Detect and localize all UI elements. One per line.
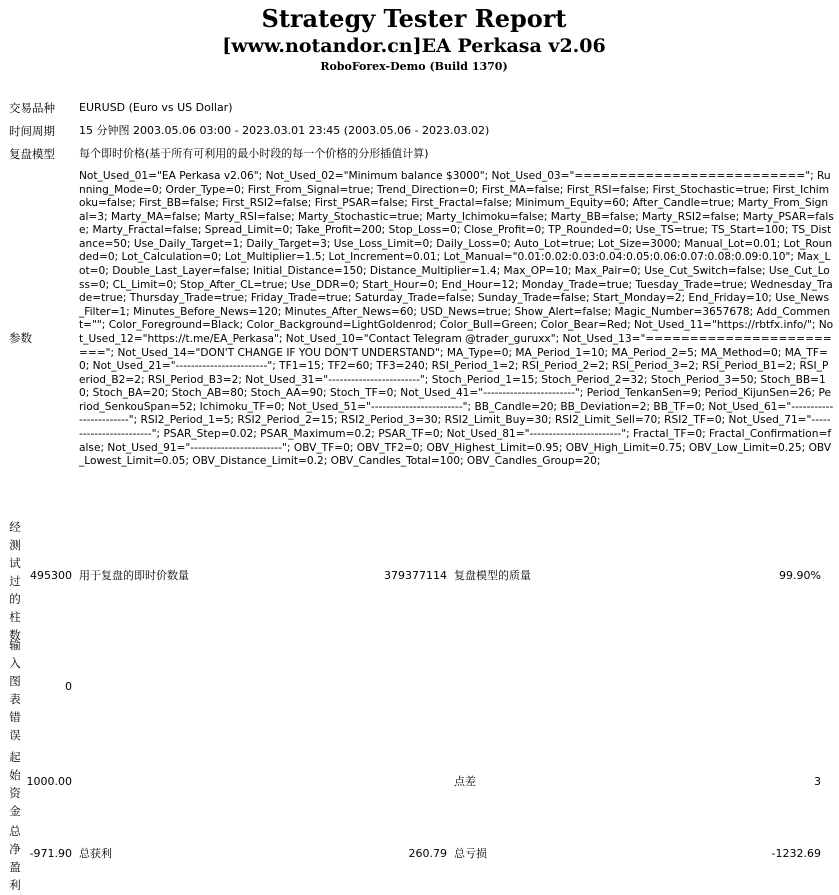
deposit-label: 起始资金 xyxy=(9,750,21,818)
ticks-value: 379377114 xyxy=(384,569,447,582)
gross-profit-label: 总获利 xyxy=(79,847,112,860)
gross-loss-label: 总亏损 xyxy=(454,847,487,860)
spread-value: 3 xyxy=(814,775,821,788)
gross-loss-value: -1232.69 xyxy=(771,847,821,860)
quality-label: 复盘模型的质量 xyxy=(454,569,531,582)
quality-value: 99.90% xyxy=(779,569,821,582)
report-title: Strategy Tester Report xyxy=(261,4,567,33)
period-label: 时间周期 xyxy=(9,124,55,138)
ticks-label: 用于复盘的即时价数量 xyxy=(79,569,189,582)
model-label: 复盘模型 xyxy=(9,147,55,161)
params-label: 参数 xyxy=(9,331,32,345)
bars-value: 495300 xyxy=(30,569,72,582)
symbol-label: 交易品种 xyxy=(9,101,55,115)
server-build: RoboForex-Demo (Build 1370) xyxy=(320,60,508,73)
bars-label: 经测试过的柱数 xyxy=(9,520,21,642)
symbol-value: EURUSD (Euro vs US Dollar) xyxy=(79,101,233,114)
params-value: Not_Used_01="EA Perkasa v2.06"; Not_Used_02="Minimum balance $3000"; Not_Used_03="=========================="; Running_Mode=0; Order_Type=0; First_From_Signal=true; Trend_Direction=0; First_MA=false; First_RSI=false; First_Stochastic=true; First_Ichimoku=false; First_BB=false; First_RSI2=false; First_PSAR=false; First_Fractal=false; Minimum_Equity=60; After_Candle=true; Marty_From_Signal=3; Marty_MA=false; Marty_RSI=false; Marty_Stochastic=true; Marty_Ichimoku=false; Marty_BB=false; Marty_RSI2=false; Marty_PSAR=false; Marty_Fractal=false; Spread_Limit=0; Take_Profit=200; Stop_Loss=0; Close_Profit=0; TP_Rounded=0; Use_TS=true; TS_Start=100; TS_Distance=50; Use_Daily_Target=1; Daily_Target=3; Use_Loss_Limit=0; Daily_Loss=0; Auto_Lot=true; Lot_Size=3000; Manual_Lot=0.01; Lot_Rounded=0; Lot_Calculation=0; Lot_Multiplier=1.5; Lot_Increment=0.01; Lot_Manual="0.01:0.02:0.03:0.04:0.05:0.06:0.07:0.08:0.09:0.10"; Max_Lot=0; Double_Last_Layer=false; Initial_Distance=150; Distance_Multiplier=1.4; Max_OP=10; Max_Pair=0; Use_Cut_Switch=false; Use_Cut_Loss=0; CL_Limit=0; Stop_After_CL=true; Use_DDR=0; Start_Hour=0; End_Hour=12; Monday_Trade=true; Tuesday_Trade=true; Wednesday_Trade=true; Thursday_Trade=true; Friday_Trade=true; Saturday_Trade=false; Sunday_Trade=false; Start_Monday=2; End_Friday=10; Use_News_Filter=1; Minutes_Before_News=120; Minutes_After_News=60; USD_News=true; Show_Alert=false; Magic_Number=3657678; Add_Comment=""; Color_Foreground=Black; Color_Background=LightGoldenrod; Color_Bull=Green; Color_Bear=Red; Not_Used_11="https://rbtfx.info/"; Not_Used_12="https://t.me/EA_Perkasa"; Not_Used_10="Contact Telegram @trader_guruxx"; Not_Used_13="========================"; Not_Used_14="DON'T CHANGE IF YOU DON'T UNDERSTAND"; MA_Type=0; MA_Period_1=10; MA_Period_2=5; MA_Method=0; MA_TF=0; Not_Used_21="------------------------"; TF1=15; TF2=60; TF3=240; RSI_Period_1=2; RSI_Period_2=2; RSI_Period_3=2; RSI_Period_B1=2; RSI_Period_B2=2; RSI_Period_B3=2; Not_Used_31="------------------------"; Stoch_Period_1=15; Stoch_Period_2=32; Stoch_Period_3=50; Stoch_BB=10; Stoch_BA=20; Stoch_AB=80; Stoch_AA=90; Stoch_TF=0; Not_Used_41="------------------------"; Period_TenkanSen=9; Period_KijunSen=26; Period_SenkouSpan=52; Ichimoku_TF=0; Not_Used_51="------------------------"; BB_Candle=20; BB_Deviation=2; BB_TF=0; Not_Used_61="------------------------"; RSI2_Period_1=5; RSI2_Period_2=15; RSI2_Period_3=30; RSI2_Limit_Buy=30; RSI2_Limit_Sell=70; RSI2_TF=0; Not_Used_71="------------------------"; PSAR_Step=0.02; PSAR_Maximum=0.2; PSAR_TF=0; Not_Used_81="------------------------"; Fractal_TF=0; Fractal_Confirmation=false; Not_Used_91="------------------------"; OBV_TF=0; OBV_TF2=0; OBV_Highest_Limit=0.95; OBV_High_Limit=0.75; OBV_Low_Limit=0.25; OBV_Lowest_Limit=0.05; OBV_Distance_Limit=0.2; OBV_Candles_Total=100; OBV_Candles_Group=20; xyxy=(79,170,834,468)
net-profit-value: -971.90 xyxy=(29,847,72,860)
deposit-value: 1000.00 xyxy=(26,775,72,788)
errors-value: 0 xyxy=(65,680,72,693)
spread-label: 点差 xyxy=(454,775,476,788)
model-value: 每个即时价格(基于所有可利用的最小时段的每一个价格的分形插值计算) xyxy=(79,147,429,160)
errors-label: 输入图表错误 xyxy=(9,638,21,742)
period-value: 15 分钟图 2003.05.06 03:00 - 2023.03.01 23:45 (2003.05.06 - 2023.03.02) xyxy=(79,124,490,137)
ea-name: [www.notandor.cn]EA Perkasa v2.06 xyxy=(222,35,606,57)
net-profit-label: 总净盈利 xyxy=(9,824,21,892)
gross-profit-value: 260.79 xyxy=(408,847,447,860)
